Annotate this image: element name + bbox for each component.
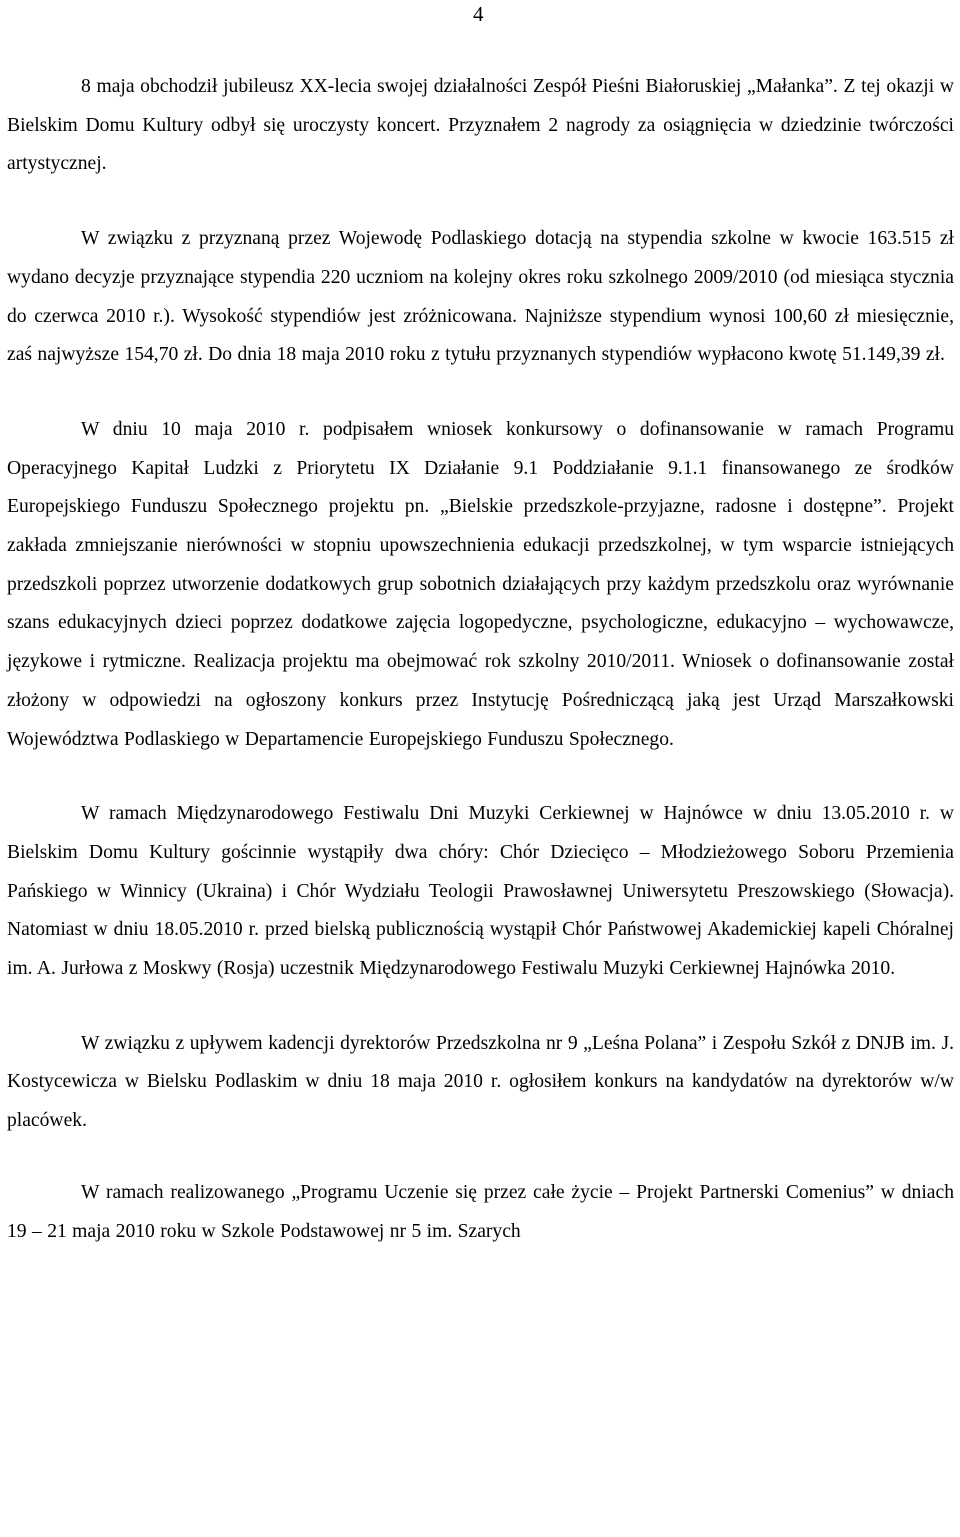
paragraph-director-competition: W związku z upływem kadencji dyrektorów Przedszkolna nr 9 „Leśna Polana” i Zespołu Szkół z DNJB im. J. Kostycewicza w Bielsku Podlaskim w dniu 18 maja 2010 r. ogłosiłem konkurs na kandydatów na dyrektorów w/w placówek. [7, 1032, 954, 1132]
paragraph-spacer [7, 1141, 954, 1174]
paragraph-spacer [7, 184, 954, 220]
page-number: 4 [473, 2, 484, 26]
paragraph-comenius-project: W ramach realizowanego „Programu Uczenie się przez całe życie – Projekt Partnerski Comenius” w dniach 19 – 21 maja 2010 roku w Szkole Podstawowej nr 5 im. Szarych [7, 1181, 954, 1242]
paragraph-spacer [7, 375, 954, 411]
paragraph-spacer [7, 989, 954, 1025]
paragraph-scholarships: W związku z przyznaną przez Wojewodę Podlaskiego dotacją na stypendia szkolne w kwocie 163.515 zł wydano decyzje przyznające stypendia 220 uczniom na kolejny okres roku szkolnego 2009/2010 (od miesiąca stycznia do czerwca 2010 r.). Wysokość stypendiów jest zróżnicowana. Najniższe stypendium wynosi 100,60 zł miesięcznie, zaś najwyższe 154,70 zł. Do dnia 18 maja 2010 roku z tytułu przyznanych stypendiów wypłacono kwotę 51.149,39 zł. [7, 228, 954, 366]
paragraph-spacer [7, 759, 954, 795]
paragraph-church-music-festival: W ramach Międzynarodowego Festiwalu Dni Muzyki Cerkiewnej w Hajnówce w dniu 13.05.2010 r. w Bielskim Domu Kultury gościnnie wystąpiły dwa chóry: Chór Dziecięco – Młodzieżowego Soboru Przemienia Pańskiego w Winnicy (Ukraina) i Chór Wydziału Teologii Prawosławnej Uniwersytetu Preszowskiego (Słowacja). Natomiast w dniu 18.05.2010 r. przed bielską publicznością wystąpił Chór Państwowej Akademickiej kapeli Chóralnej im. A. Jurłowa z Moskwy (Rosja) uczestnik Międzynarodowego Festiwalu Muzyki Cerkiewnej Hajnówka 2010. [7, 803, 954, 980]
paragraph-malanka-jubilee: 8 maja obchodził jubileusz XX-lecia swojej działalności Zespół Pieśni Białoruskiej „Małanka”. Z tej okazji w Bielskim Domu Kultury odbył się uroczysty koncert. Przyznałem 2 nagrody za osiągnięcia w dziedzinie twórczości artystycznej. [7, 76, 954, 175]
document-body [7, 68, 954, 1251]
paragraph-preschool-project: W dniu 10 maja 2010 r. podpisałem wniosek konkursowy o dofinansowanie w ramach Programu Operacyjnego Kapitał Ludzki z Priorytetu IX Działanie 9.1 Poddziałanie 9.1.1 finansowanego ze środków Europejskiego Funduszu Społecznego projektu pn. „Bielskie przedszkole-przyjazne, radosne i dostępne”. Projekt zakłada zmniejszanie nierówności w stopniu upowszechnienia edukacji przedszkolnej, w tym wsparcie istniejących przedszkoli poprzez utworzenie dodatkowych grup sobotnich działających przy każdym przedszkolu oraz wyrównanie szans edukacyjnych dzieci poprzez dodatkowe zajęcia logopedyczne, psychologiczne, edukacyjno – wychowawcze, językowe i rytmiczne. Realizacja projektu ma obejmować rok szkolny 2010/2011. Wniosek o dofinansowanie został złożony w odpowiedzi na ogłoszony konkurs przez Instytucję Pośredniczącą jaką jest Urząd Marszałkowski Województwa Podlaskiego w Departamencie Europejskiego Funduszu Społecznego. [7, 418, 954, 750]
